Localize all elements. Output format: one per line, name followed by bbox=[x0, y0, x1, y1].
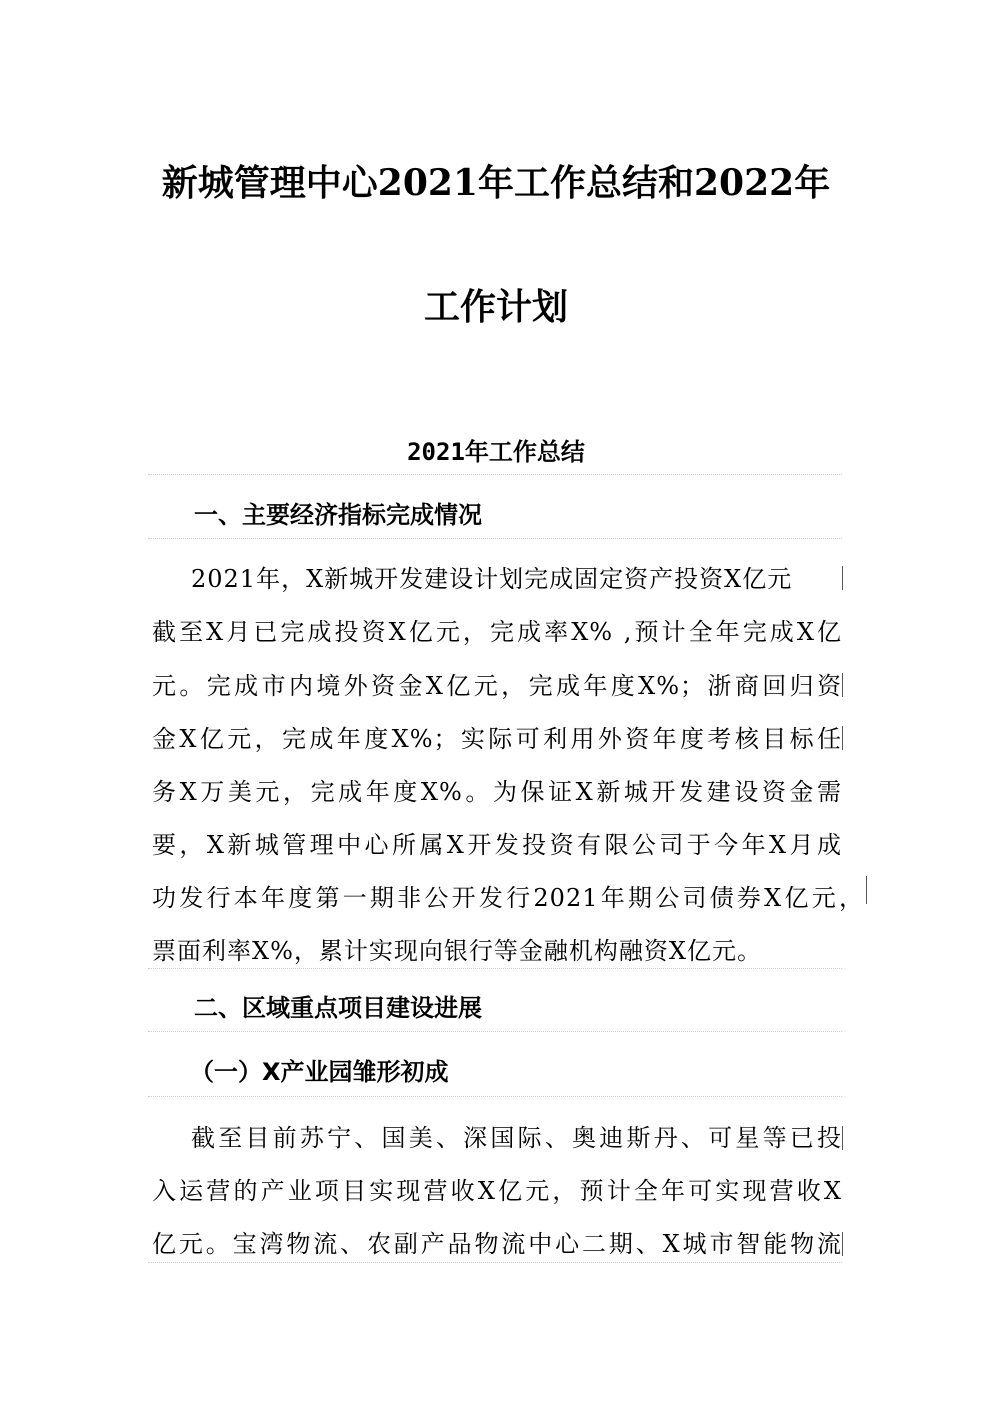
text-boundary-line bbox=[148, 968, 842, 969]
paragraph-line: 功发行本年度第一期非公开发行2021年期公司债券X亿元， bbox=[152, 884, 864, 912]
paragraph-line: 要，X新城管理中心所属X开发投资有限公司于今年X月成 bbox=[152, 831, 842, 859]
paragraph-line: 元。完成市内境外资金X亿元，完成年度X%；浙商回归资 bbox=[152, 672, 842, 700]
line-end-marker bbox=[842, 726, 843, 750]
document-title-line-1: 新城管理中心2021年工作总结和2022年 bbox=[161, 162, 831, 204]
heading-key-projects: 二、区域重点项目建设进展 bbox=[194, 994, 482, 1022]
text-boundary-line bbox=[148, 1031, 842, 1032]
text-boundary-line bbox=[148, 474, 842, 475]
paragraph-line: 票面利率X%，累计实现向银行等金融机构融资X亿元。 bbox=[152, 937, 762, 965]
text-boundary-line bbox=[148, 1096, 842, 1097]
document-title-line-2: 工作计划 bbox=[423, 286, 568, 328]
paragraph-line: 截至X月已完成投资X亿元，完成率X% ,预计全年完成X亿 bbox=[152, 618, 842, 646]
line-end-marker bbox=[842, 673, 843, 697]
line-end-marker bbox=[842, 1126, 843, 1150]
section-title: 2021年工作总结 bbox=[407, 438, 585, 466]
text-boundary-line bbox=[148, 1262, 842, 1263]
paragraph-line: 截至目前苏宁、国美、深国际、奥迪斯丹、可星等已投 bbox=[191, 1124, 842, 1152]
line-end-marker bbox=[842, 1232, 843, 1256]
paragraph-line: 务X万美元，完成年度X%。为保证X新城开发建设资金需 bbox=[152, 778, 842, 806]
paragraph-line: 金X亿元，完成年度X%；实际可利用外资年度考核目标任 bbox=[152, 725, 842, 753]
paragraph-line: 亿元。宝湾物流、农副产品物流中心二期、X城市智能物流 bbox=[152, 1230, 842, 1258]
paragraph-line: 入运营的产业项目实现营收X亿元，预计全年可实现营收X bbox=[152, 1177, 842, 1205]
heading-economic-indicators: 一、主要经济指标完成情况 bbox=[194, 501, 482, 529]
line-end-marker bbox=[842, 566, 843, 590]
subheading-industrial-park: （一）X产业园雏形初成 bbox=[190, 1058, 449, 1086]
text-boundary-line bbox=[148, 538, 842, 539]
line-end-marker bbox=[866, 876, 867, 904]
paragraph-line: 2021年，X新城开发建设计划完成固定资产投资X亿元 bbox=[191, 565, 793, 593]
